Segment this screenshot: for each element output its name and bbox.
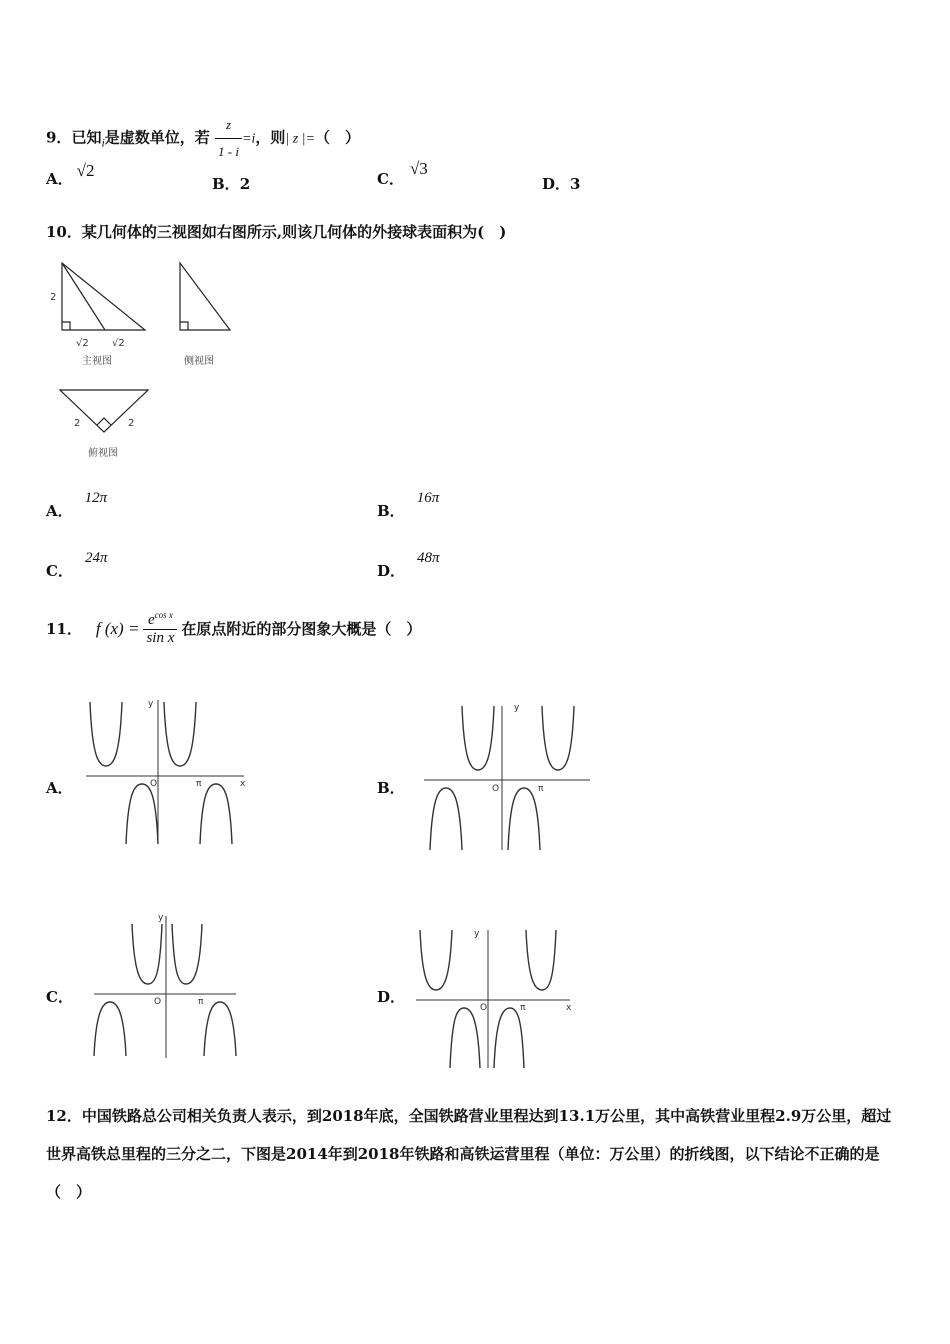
q11-fx: f (x) = [95, 618, 140, 638]
q9-option-a[interactable] [46, 161, 95, 189]
graph-d-curve-3 [450, 1008, 480, 1068]
q11-graph-d[interactable] [414, 924, 578, 1070]
graph-d-origin: O [480, 1003, 488, 1013]
top-view-left-label: 2 [74, 418, 81, 429]
q10-option-b-value: 16π [416, 490, 440, 506]
q9-bracket: （ ） [314, 128, 360, 147]
q9-abs-z: | z |= [285, 131, 315, 147]
graph-d-y-label: y [474, 929, 480, 939]
q9-option-c[interactable] [377, 159, 428, 189]
q9-option-b-label: B． [212, 175, 240, 193]
front-view-height-label: 2 [50, 292, 57, 303]
q10-option-a[interactable] [46, 490, 108, 521]
q10-option-a-value: 12π [84, 490, 108, 506]
graph-b-curve-4 [508, 788, 540, 850]
q9-option-b[interactable] [212, 173, 250, 194]
q9-text-a: 已知 [71, 128, 102, 147]
side-view-caption: 侧视图 [184, 356, 214, 367]
graph-d-x-label: x [566, 1003, 572, 1013]
graph-a-origin: O [150, 779, 158, 789]
graph-a-curve-1 [90, 702, 122, 766]
q11-number: 11． [46, 620, 82, 638]
q12-stem: 12．中国铁路总公司相关负责人表示，到2018年底，全国铁路营业里程达到13.1万公里，其中高铁营业里程2.9万公里，超过世界高铁总里程的三分之二，下图是2014年到2018年铁路和高铁运营里程（单位：万公里）的折线图，以下结论不正确的是（ ） [46, 1107, 892, 1201]
q11-option-b-label[interactable]: B． [377, 779, 405, 797]
graph-a-pi: π [196, 779, 202, 789]
q10-top-view-figure [52, 382, 162, 462]
graph-d-curve-2 [526, 930, 556, 990]
q10-side-view-figure [172, 258, 242, 368]
q9-frac-den: 1 - i [215, 138, 242, 165]
top-view-caption: 俯视图 [88, 448, 118, 459]
q10-option-c-label: C． [46, 562, 73, 580]
q9-option-c-value: √3 [409, 159, 428, 178]
q11-stem [46, 610, 421, 647]
front-view-base-label-1: √2 [76, 338, 89, 349]
graph-c-curve-1 [132, 924, 162, 984]
graph-b-curve-2 [542, 706, 574, 770]
q9-fraction [215, 112, 242, 165]
q9-number: 9． [46, 128, 72, 147]
q11-exponent: cos x [154, 610, 173, 620]
graph-d-curve-1 [420, 930, 452, 990]
q9-option-a-value: √2 [76, 161, 95, 180]
graph-b-curve-3 [430, 788, 462, 850]
q9-option-d[interactable] [542, 173, 580, 194]
q11-fraction [143, 610, 177, 647]
q9-var-i: i [101, 135, 105, 150]
q9-option-b-value: 2 [239, 175, 251, 193]
graph-d-curve-4 [494, 1008, 524, 1068]
graph-b-y-label: y [514, 703, 520, 713]
q10-option-d-label: D． [377, 562, 406, 580]
graph-a-curve-3 [126, 784, 158, 844]
front-view-inner-line [62, 263, 105, 330]
q9-option-a-label: A． [46, 170, 73, 188]
q10-option-d-value: 48π [417, 550, 440, 566]
graph-a-x-label: x [240, 779, 246, 789]
front-view-base-label-2: √2 [112, 338, 125, 349]
q9-option-d-value: 3 [570, 175, 581, 193]
q10-option-a-label: A． [46, 502, 73, 520]
q11-option-a-label[interactable]: A． [46, 779, 73, 797]
graph-a-y-label: y [148, 699, 154, 709]
q11-graph-b[interactable] [422, 700, 594, 852]
q9-option-d-label: D． [542, 175, 571, 193]
q11-graph-c[interactable] [90, 910, 240, 1060]
graph-c-y-label: y [158, 913, 164, 923]
graph-c-curve-4 [204, 1002, 236, 1056]
q11-numerator: e [147, 612, 155, 628]
q9-frac-num: z [225, 117, 232, 132]
q9-stem [46, 112, 360, 165]
q9-text-c: ，则 [255, 128, 286, 147]
top-view-right-angle [97, 418, 111, 425]
q9-text-b: 是虚数单位，若 [104, 128, 210, 147]
q11-denominator: sin x [143, 629, 177, 647]
graph-c-pi: π [198, 997, 204, 1007]
q9-eq: =i [242, 131, 256, 147]
graph-a-curve-2 [164, 702, 196, 766]
front-view-caption: 主视图 [82, 356, 112, 367]
graph-b-origin: O [492, 784, 500, 794]
graph-c-origin: O [154, 997, 162, 1007]
q10-option-d[interactable] [377, 550, 440, 581]
graph-c-curve-3 [94, 1002, 126, 1056]
graph-b-pi: π [538, 784, 544, 794]
q11-option-d-label[interactable]: D． [377, 988, 406, 1006]
q10-three-view-figure [48, 258, 158, 368]
q11-text: 在原点附近的部分图象大概是（ ） [181, 620, 422, 638]
side-view-right-angle [180, 322, 188, 330]
top-view-right-label: 2 [128, 418, 135, 429]
front-view-triangle [62, 263, 145, 330]
graph-c-curve-2 [172, 924, 202, 984]
q10-option-c[interactable] [46, 550, 108, 581]
graph-b-curve-1 [462, 706, 494, 770]
q9-option-c-label: C． [377, 170, 404, 188]
q11-graph-a[interactable] [84, 694, 254, 846]
graph-d-pi: π [520, 1003, 526, 1013]
q11-option-c-label[interactable]: C． [46, 988, 73, 1006]
side-view-triangle [180, 263, 230, 330]
q10-option-b[interactable] [377, 490, 440, 521]
q10-option-c-value: 24π [84, 550, 108, 566]
front-view-right-angle [62, 322, 70, 330]
graph-a-curve-4 [200, 784, 232, 844]
q10-option-b-label: B． [377, 502, 405, 520]
q10-stem: 10．某几何体的三视图如右图所示,则该几何体的外接球表面积为( ) [46, 223, 507, 241]
